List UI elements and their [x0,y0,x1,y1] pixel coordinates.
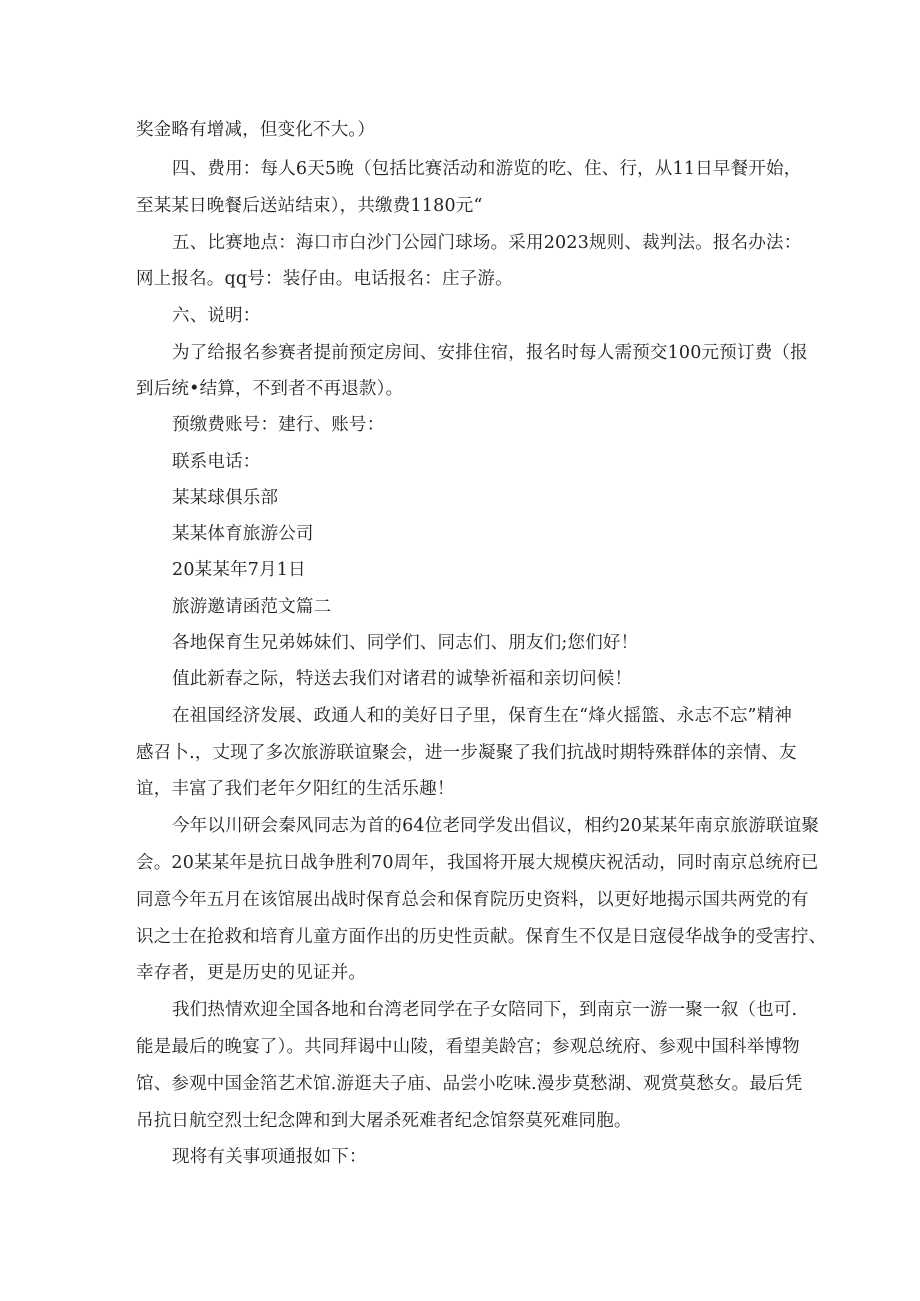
text-line: 联系电话： [172,452,261,472]
text-line: 能是最后的晚宴了）。共同拜谒中山陵，看望美龄宫；参观总统府、参观中国科举博物 [136,1037,800,1057]
text-line: 至某某日晚餐后送站结束），共缴费1180元“ [136,196,483,216]
text-line: 网上报名。qq号：装仔由。电话报名：庄子游。 [136,269,513,289]
text-line: 谊，丰富了我们老年夕阳红的生活乐趣！ [136,779,455,799]
text-line: 识之士在抢救和培育儿童方面作出的历史性贡献。保育生不仅是日寇侵华战争的受害拧、 [136,927,827,947]
text-line: 到后统•结算，不到者不再退款）。 [136,379,404,399]
text-line: 奖金略有增减，但变化不大。） [136,120,376,140]
signature-org: 某某体育旅游公司 [172,524,314,544]
article-title: 旅游邀请函范文篇二 [172,597,332,617]
text-line: 现将有关事项通报如下： [172,1147,367,1167]
text-line: 值此新春之际，特送去我们对诸君的诚挚祈福和亲切问候！ [172,669,633,689]
text-line: 五、比赛地点：海口市白沙门公园门球场。采用2023规则、裁判法。报名办法： [172,233,802,253]
text-line: 会。20某某年是抗日战争胜利70周年，我国将开展大规模庆祝活动，同时南京总统府已 [136,853,819,873]
text-line: 为了给报名参赛者提前预定房间、安排住宿，报名时每人需预交100元预订费（报 [172,343,808,363]
text-line: 我们热情欢迎全国各地和台湾老同学在子女陪同下，到南京一游一聚一叙（也可. [172,1000,798,1020]
signature-date: 20某某年7月1日 [172,560,306,580]
text-line: 各地保育生兄弟姊妹们、同学们、同志们、朋友们;您们好！ [172,633,639,653]
text-line: 感召卜.，丈现了多次旅游联谊聚会，进一步凝聚了我们抗战时期特殊群体的亲情、友 [136,743,797,763]
text-line: 吊抗日航空烈士纪念陴和到大屠杀死难者纪念馆祭莫死难同胞。 [136,1111,632,1131]
text-line: 今年以川研会秦风同志为首的64位老同学发出倡议，相约20某某年南京旅游联谊聚 [172,816,820,836]
text-line: 馆、参观中国金箔艺术馆.游逛夫子庙、品尝小吃味.漫步莫愁湖、观赏莫愁女。最后凭 [136,1074,803,1094]
text-line: 幸存者，更是历史的见证并。 [136,963,367,983]
text-line: 预缴费账号：建行、账号： [172,415,385,435]
signature-org: 某某球俱乐部 [172,488,279,508]
text-line: 在祖国经济发展、政通人和的美好日子里，保育生在“烽火摇篮、永志不忘”精神 [172,706,793,726]
text-line: 同意今年五月在该馆展出战时保育总会和保育院历史资料，以更好地揭示国共两党的有 [136,890,809,910]
text-line: 四、费用：每人6天5晚（包括比赛活动和游览的吃、住、行，从11日早餐开始， [172,159,802,179]
section-heading: 六、说明： [172,306,261,326]
